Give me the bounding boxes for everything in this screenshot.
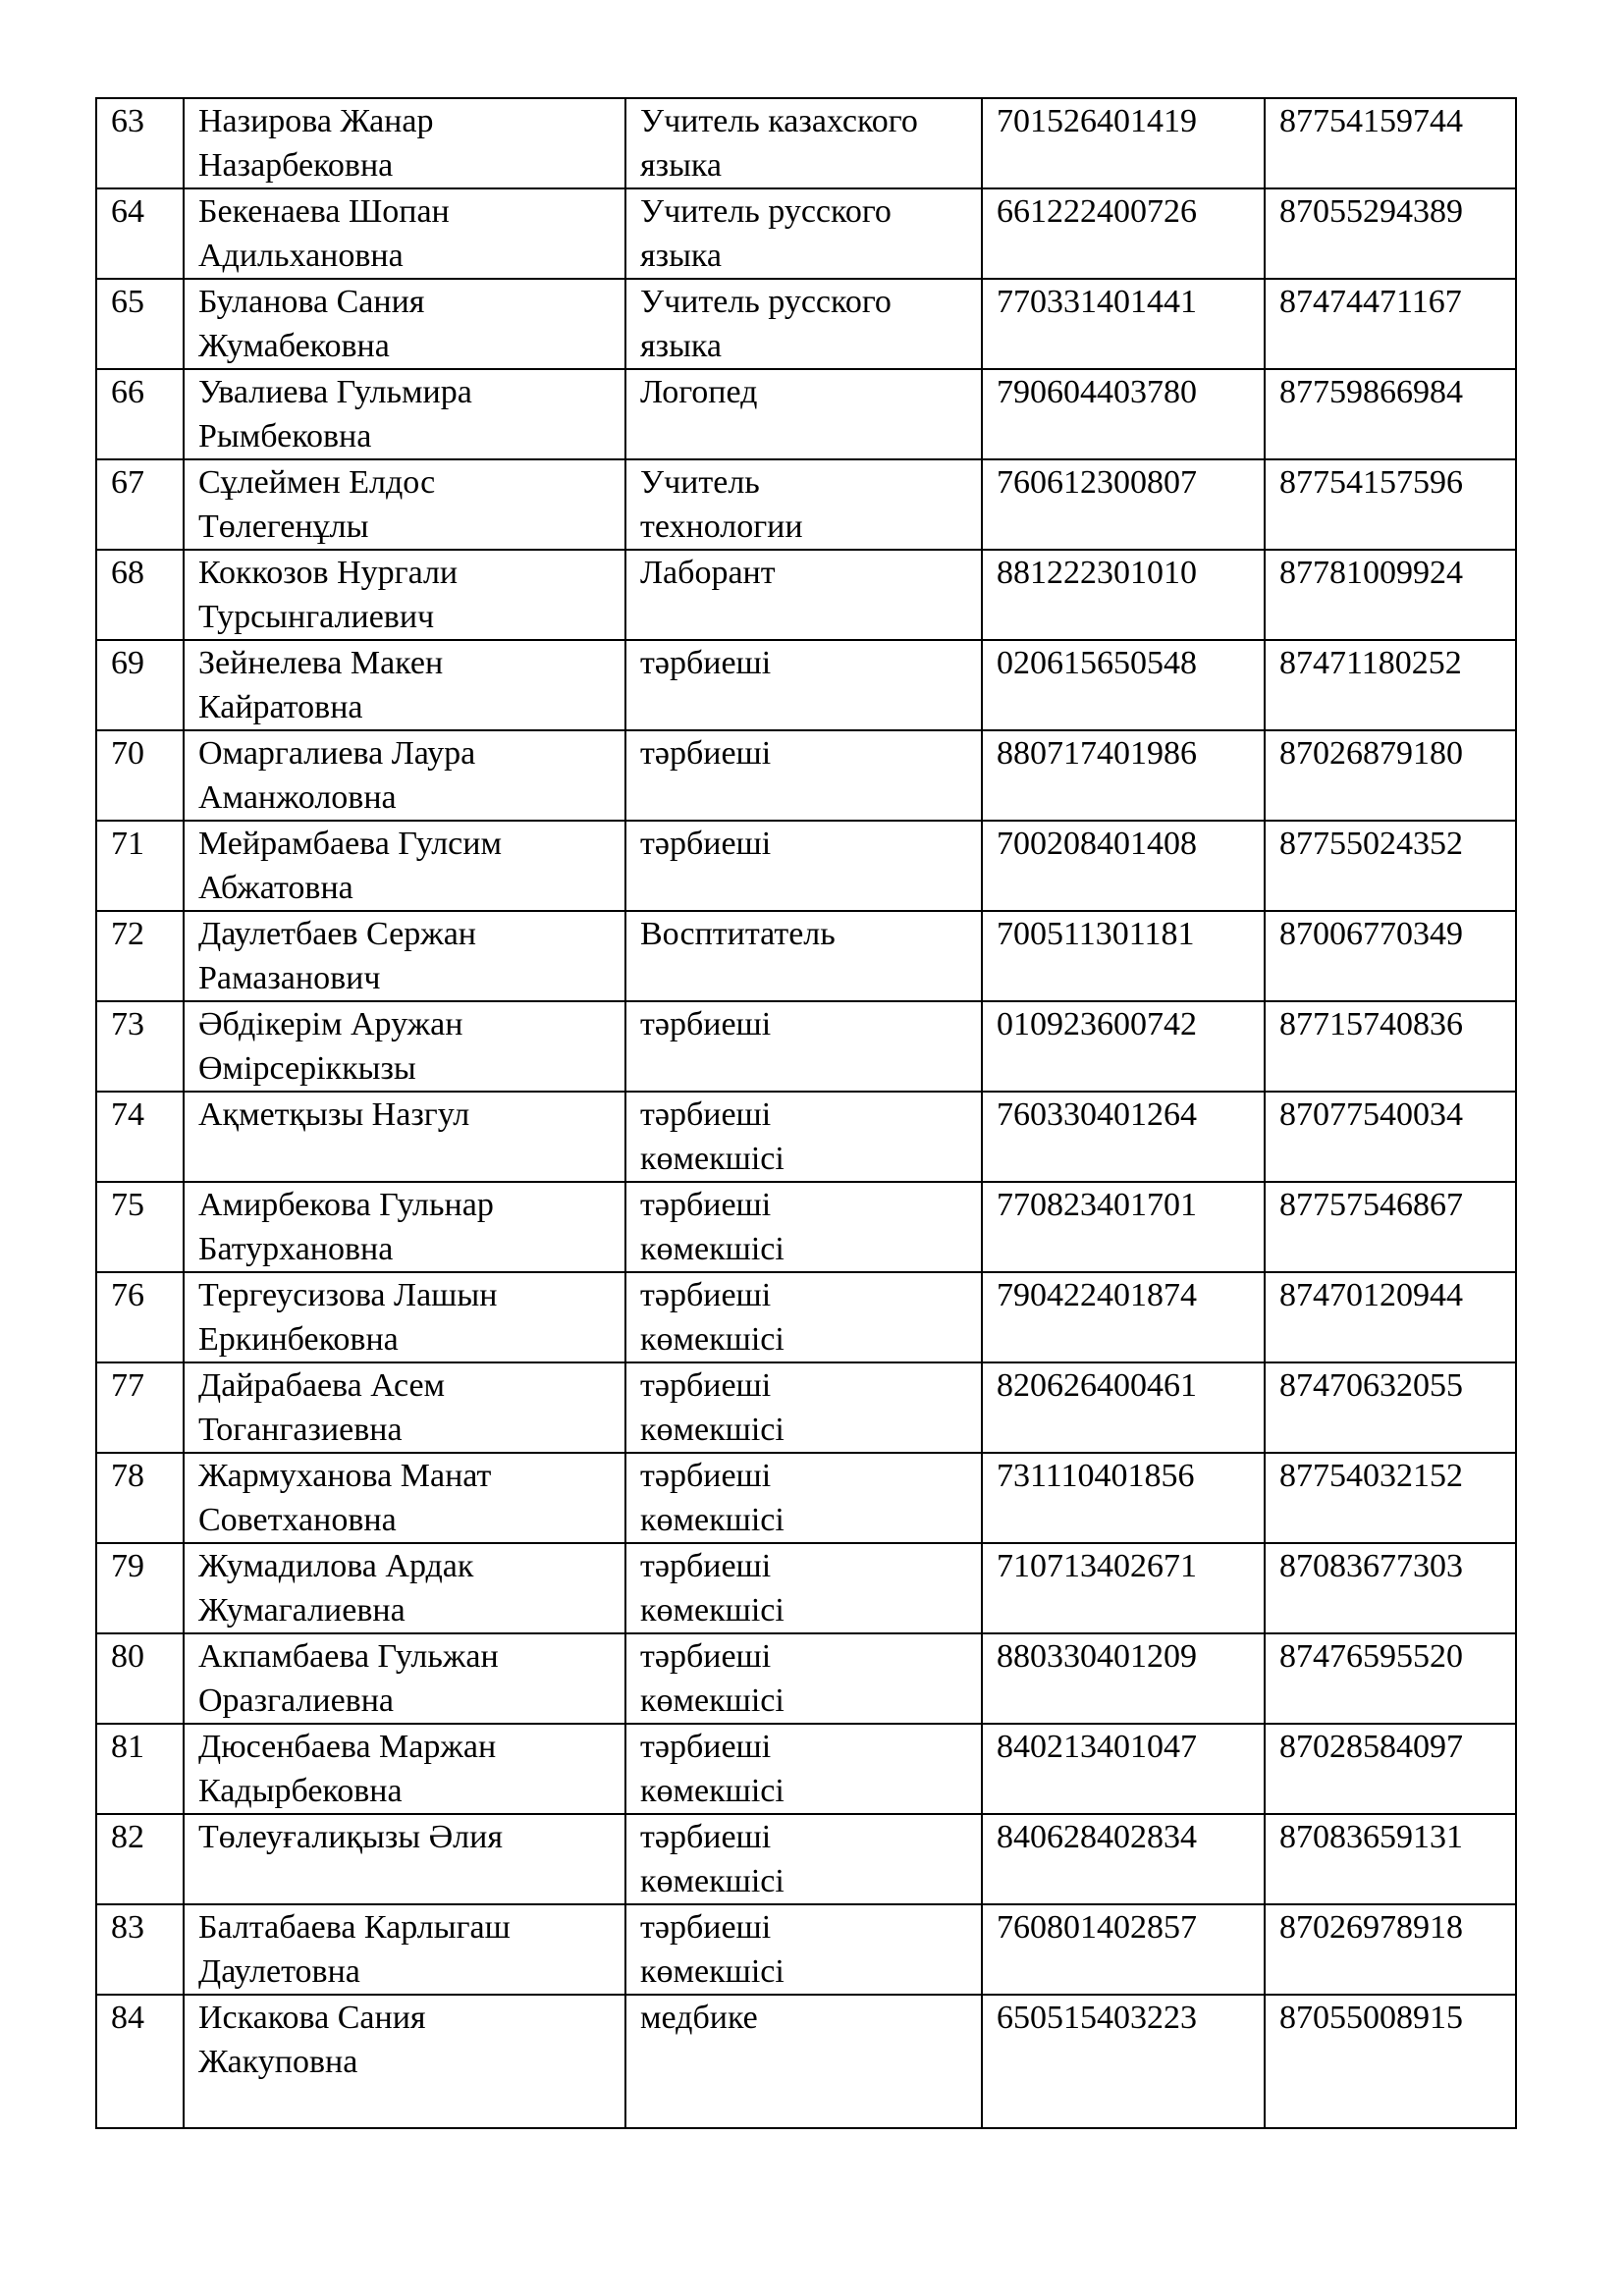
row-number: 66 [96, 369, 184, 459]
employee-phone: 87474471167 [1265, 279, 1516, 369]
employee-iin: 710713402671 [982, 1543, 1265, 1633]
employee-name [184, 1543, 625, 1633]
employee-phone: 87476595520 [1265, 1633, 1516, 1724]
employee-name [184, 1724, 625, 1814]
employee-name-line: Ақметқызы Назгул [198, 1096, 470, 1133]
employee-position-line: языка [640, 328, 723, 364]
employee-name [184, 188, 625, 279]
row-number: 83 [96, 1904, 184, 1995]
employee-name [184, 1814, 625, 1904]
employee-name [184, 1362, 625, 1453]
employee-name-line: Омаргалиева Лаура [198, 735, 476, 772]
employee-phone: 87759866984 [1265, 369, 1516, 459]
row-number: 73 [96, 1001, 184, 1092]
employee-iin: 731110401856 [982, 1453, 1265, 1543]
employee-position [625, 1633, 982, 1724]
employee-name [184, 369, 625, 459]
table-row [96, 1182, 1516, 1272]
employee-phone: 87055008915 [1265, 1995, 1516, 2128]
employee-position-line: көмекшісі [640, 1141, 785, 1177]
row-number: 65 [96, 279, 184, 369]
employee-iin: 010923600742 [982, 1001, 1265, 1092]
table-row [96, 1453, 1516, 1543]
table-row [96, 550, 1516, 640]
table-row [96, 821, 1516, 911]
employee-iin: 880330401209 [982, 1633, 1265, 1724]
employee-iin: 760330401264 [982, 1092, 1265, 1182]
employee-phone: 87781009924 [1265, 550, 1516, 640]
employee-name [184, 1904, 625, 1995]
employee-position-line: көмекшісі [640, 1502, 785, 1538]
employee-name-line: Рымбековна [198, 418, 372, 454]
employee-iin: 760612300807 [982, 459, 1265, 550]
employee-name-line: Советхановна [198, 1502, 397, 1538]
employee-position-line: тәрбиеші [640, 1277, 772, 1313]
employee-name-line: Коккозов Нургали [198, 555, 459, 591]
employee-position-line: тәрбиеші [640, 1367, 772, 1404]
employee-name-line: Еркинбековна [198, 1321, 399, 1358]
employee-name-line: Оразгалиевна [198, 1682, 395, 1719]
employee-iin: 840628402834 [982, 1814, 1265, 1904]
employee-iin: 700208401408 [982, 821, 1265, 911]
employee-name-line: Абжатовна [198, 870, 353, 906]
employee-name [184, 1453, 625, 1543]
employee-iin: 701526401419 [982, 98, 1265, 188]
employee-position [625, 1995, 982, 2128]
row-number: 84 [96, 1995, 184, 2128]
employee-position-line: Учитель русского [640, 193, 892, 230]
employee-position-line: языка [640, 147, 723, 184]
employee-position-line: тәрбиеші [640, 1638, 772, 1675]
employee-name-line: Дюсенбаева Маржан [198, 1729, 497, 1765]
employee-name [184, 1633, 625, 1724]
employee-phone: 87755024352 [1265, 821, 1516, 911]
employee-position-line: көмекшісі [640, 1321, 785, 1358]
table-row [96, 911, 1516, 1001]
employee-phone: 87715740836 [1265, 1001, 1516, 1092]
table-row [96, 1001, 1516, 1092]
employee-position [625, 1453, 982, 1543]
employee-phone: 87083659131 [1265, 1814, 1516, 1904]
employee-name-line: Увалиева Гульмира [198, 374, 472, 410]
staff-table [95, 97, 1517, 2129]
employee-position [625, 911, 982, 1001]
employee-name-line: Акпамбаева Гульжан [198, 1638, 499, 1675]
table-row [96, 1633, 1516, 1724]
employee-position-line: тәрбиеші [640, 1909, 772, 1946]
employee-iin: 770823401701 [982, 1182, 1265, 1272]
employee-position-line: тәрбиеші [640, 1729, 772, 1765]
row-number: 80 [96, 1633, 184, 1724]
employee-position [625, 730, 982, 821]
row-number: 64 [96, 188, 184, 279]
table-row [96, 1543, 1516, 1633]
employee-phone: 87471180252 [1265, 640, 1516, 730]
employee-position [625, 188, 982, 279]
employee-phone: 87006770349 [1265, 911, 1516, 1001]
row-number: 82 [96, 1814, 184, 1904]
employee-name-line: Адильхановна [198, 238, 404, 274]
employee-name-line: Амирбекова Гульнар [198, 1187, 494, 1223]
row-number: 63 [96, 98, 184, 188]
employee-iin: 881222301010 [982, 550, 1265, 640]
row-number: 70 [96, 730, 184, 821]
employee-name-line: Даулетовна [198, 1953, 360, 1990]
employee-name-line: Төлегенұлы [198, 508, 369, 545]
employee-position-line: тәрбиеші [640, 1096, 772, 1133]
employee-position-line: Лаборант [640, 555, 776, 591]
table-row [96, 1814, 1516, 1904]
employee-name [184, 730, 625, 821]
employee-iin: 880717401986 [982, 730, 1265, 821]
employee-phone: 87470120944 [1265, 1272, 1516, 1362]
employee-position-line: тәрбиеші [640, 1187, 772, 1223]
table-row [96, 1724, 1516, 1814]
row-number: 76 [96, 1272, 184, 1362]
employee-iin: 700511301181 [982, 911, 1265, 1001]
employee-name [184, 911, 625, 1001]
table-row [96, 1362, 1516, 1453]
employee-name-line: Сұлеймен Елдос [198, 464, 436, 501]
employee-phone: 87028584097 [1265, 1724, 1516, 1814]
employee-name-line: Кадырбековна [198, 1773, 403, 1809]
row-number: 74 [96, 1092, 184, 1182]
table-row [96, 279, 1516, 369]
employee-name-line: Жакуповна [198, 2044, 358, 2080]
employee-name-line: Әбдікерім Аружан [198, 1006, 463, 1042]
staff-table-body [96, 98, 1516, 2128]
row-number: 68 [96, 550, 184, 640]
employee-name [184, 1182, 625, 1272]
employee-name [184, 1001, 625, 1092]
employee-name-line: Рамазанович [198, 960, 381, 996]
employee-position [625, 821, 982, 911]
employee-position-line: көмекшісі [640, 1863, 785, 1899]
row-number: 78 [96, 1453, 184, 1543]
employee-position-line: языка [640, 238, 723, 274]
employee-name-line: Аманжоловна [198, 779, 397, 816]
employee-position-line: көмекшісі [640, 1682, 785, 1719]
employee-position [625, 640, 982, 730]
employee-position [625, 1724, 982, 1814]
employee-name [184, 279, 625, 369]
employee-position-line: көмекшісі [640, 1412, 785, 1448]
employee-phone: 87757546867 [1265, 1182, 1516, 1272]
employee-position [625, 1904, 982, 1995]
employee-name [184, 1092, 625, 1182]
employee-name-line: Назарбековна [198, 147, 394, 184]
employee-iin: 790604403780 [982, 369, 1265, 459]
row-number: 72 [96, 911, 184, 1001]
employee-name-line: Назирова Жанар [198, 103, 434, 139]
row-number: 79 [96, 1543, 184, 1633]
row-number: 67 [96, 459, 184, 550]
employee-position-line: тәрбиеші [640, 826, 772, 862]
employee-name-line: Даулетбаев Сержан [198, 916, 476, 952]
employee-position-line: Учитель русского [640, 284, 892, 320]
employee-phone: 87754157596 [1265, 459, 1516, 550]
table-row [96, 369, 1516, 459]
employee-name [184, 459, 625, 550]
employee-iin: 840213401047 [982, 1724, 1265, 1814]
row-number: 69 [96, 640, 184, 730]
employee-position-line: Логопед [640, 374, 758, 410]
employee-position-line: тәрбиеші [640, 1006, 772, 1042]
employee-name-line: Өмірсеріккызы [198, 1050, 416, 1087]
table-row [96, 730, 1516, 821]
table-row [96, 188, 1516, 279]
employee-position-line: көмекшісі [640, 1773, 785, 1809]
employee-phone: 87470632055 [1265, 1362, 1516, 1453]
employee-name-line: Жумагалиевна [198, 1592, 406, 1629]
employee-position [625, 279, 982, 369]
employee-phone: 87754032152 [1265, 1453, 1516, 1543]
employee-iin: 650515403223 [982, 1995, 1265, 2128]
table-row [96, 98, 1516, 188]
employee-name-line: Тергеусизова Лашын [198, 1277, 498, 1313]
employee-iin: 770331401441 [982, 279, 1265, 369]
employee-position [625, 1543, 982, 1633]
row-number: 77 [96, 1362, 184, 1453]
employee-position [625, 1272, 982, 1362]
employee-name-line: Жумабековна [198, 328, 390, 364]
employee-position [625, 1362, 982, 1453]
table-row [96, 459, 1516, 550]
table-row [96, 640, 1516, 730]
row-number: 81 [96, 1724, 184, 1814]
employee-position-line: Учитель [640, 464, 760, 501]
employee-position [625, 550, 982, 640]
employee-name-line: Зейнелева Макен [198, 645, 444, 681]
employee-position [625, 1001, 982, 1092]
employee-phone: 87026879180 [1265, 730, 1516, 821]
employee-position-line: Учитель казахского [640, 103, 918, 139]
employee-position-line: көмекшісі [640, 1231, 785, 1267]
employee-position [625, 1182, 982, 1272]
employee-position-line: көмекшісі [640, 1592, 785, 1629]
employee-position-line: медбике [640, 2000, 758, 2036]
employee-name-line: Төлеуғалиқызы Әлия [198, 1819, 503, 1855]
employee-position [625, 369, 982, 459]
employee-phone: 87026978918 [1265, 1904, 1516, 1995]
employee-name [184, 98, 625, 188]
employee-iin: 020615650548 [982, 640, 1265, 730]
employee-name [184, 640, 625, 730]
employee-name-line: Турсынгалиевич [198, 599, 435, 635]
employee-position-line: тәрбиеші [640, 735, 772, 772]
employee-position-line: технологии [640, 508, 803, 545]
employee-iin: 790422401874 [982, 1272, 1265, 1362]
employee-name-line: Жармуханова Манат [198, 1458, 492, 1494]
employee-position-line: тәрбиеші [640, 1819, 772, 1855]
employee-position-line: тәрбиеші [640, 645, 772, 681]
employee-name-line: Жумадилова Ардак [198, 1548, 474, 1584]
employee-name-line: Кайратовна [198, 689, 363, 725]
table-row [96, 1272, 1516, 1362]
employee-position [625, 459, 982, 550]
employee-position-line: тәрбиеші [640, 1458, 772, 1494]
employee-name [184, 821, 625, 911]
row-number: 75 [96, 1182, 184, 1272]
employee-name-line: Тогангазиевна [198, 1412, 403, 1448]
employee-name-line: Балтабаева Карлыгаш [198, 1909, 511, 1946]
employee-position-line: тәрбиеші [640, 1548, 772, 1584]
employee-phone: 87077540034 [1265, 1092, 1516, 1182]
employee-name-line: Дайрабаева Асем [198, 1367, 446, 1404]
employee-position [625, 1814, 982, 1904]
employee-name-line: Бекенаева Шопан [198, 193, 450, 230]
employee-name-line: Мейрамбаева Гулсим [198, 826, 502, 862]
employee-name-line: Батурхановна [198, 1231, 394, 1267]
employee-position [625, 1092, 982, 1182]
employee-name-line: Буланова Сания [198, 284, 425, 320]
employee-position-line: көмекшісі [640, 1953, 785, 1990]
employee-name [184, 1272, 625, 1362]
employee-position [625, 98, 982, 188]
employee-iin: 661222400726 [982, 188, 1265, 279]
employee-name [184, 1995, 625, 2128]
employee-iin: 760801402857 [982, 1904, 1265, 1995]
employee-name-line: Искакова Сания [198, 2000, 426, 2036]
employee-iin: 820626400461 [982, 1362, 1265, 1453]
employee-name [184, 550, 625, 640]
employee-phone: 87055294389 [1265, 188, 1516, 279]
employee-position-line: Восптитатель [640, 916, 836, 952]
table-row [96, 1995, 1516, 2128]
table-row [96, 1092, 1516, 1182]
row-number: 71 [96, 821, 184, 911]
employee-phone: 87083677303 [1265, 1543, 1516, 1633]
employee-phone: 87754159744 [1265, 98, 1516, 188]
table-row [96, 1904, 1516, 1995]
